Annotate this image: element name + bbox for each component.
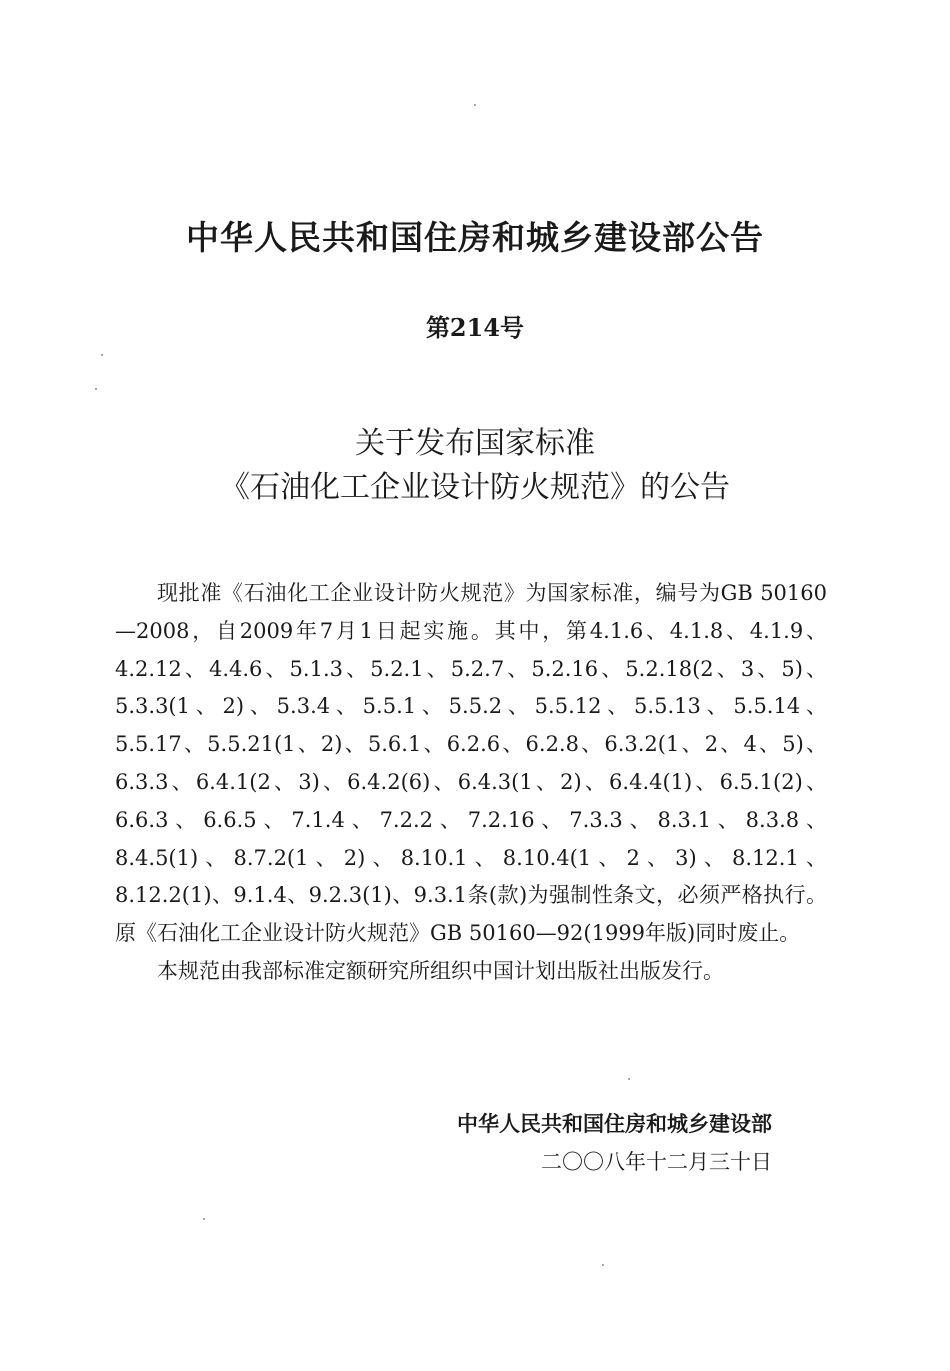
scan-speck [474,104,476,106]
scan-speck [203,1218,205,1220]
announcement-body [115,575,827,991]
scan-speck [101,354,103,356]
body-paragraph-1: 现批准《石油化工企业设计防火规范》为国家标准，编号为GB 50160—2008，自2009年7月1日起实施。其中，第4.1.6、4.1.8、4.1.9、4.2.12、4.4.6、5.1.3、5.2.1、5.2.7、5.2.16、5.2.18(2、3、5)、5.3.3(1、2)、5.3.4、5.5.1、5.5.2、5.5.12、5.5.13、5.5.14、5.5.17、5.5.21(1、2)、5.6.1、6.2.6、6.2.8、6.3.2(1、2、4、5)、6.3.3、6.4.1(2、3)、6.4.2(6)、6.4.3(1、2)、6.4.4(1)、6.5.1(2)、6.6.3、6.6.5、7.1.4、7.2.2、7.2.16、7.3.3、8.3.1、8.3.8、8.4.5(1)、8.7.2(1、2)、8.10.1、8.10.4(1、2、3)、8.12.1、8.12.2(1)、9.1.4、9.2.3(1)、9.3.1条(款)为强制性条文，必须严格执行。原《石油化工企业设计防火规范》GB 50160—92(1999年版)同时废止。 [115,581,827,946]
subject-heading-line-1: 关于发布国家标准 [355,426,595,461]
subject-heading-line-2: 《石油化工企业设计防火规范》的公告 [220,470,730,505]
signature-organization: 中华人民共和国住房和城乡建设部 [457,1112,772,1136]
body-paragraph-2: 本规范由我部标准定额研究所组织中国计划出版社出版发行。 [157,958,724,983]
scan-speck [628,1078,630,1080]
signature-date: 二〇〇八年十二月三十日 [541,1150,772,1174]
authority-title: 中华人民共和国住房和城乡建设部公告 [186,218,764,257]
scan-speck [602,1264,604,1266]
notice-number: 第214号 [425,313,525,342]
scan-speck [95,388,97,390]
signature-block [372,1105,772,1181]
